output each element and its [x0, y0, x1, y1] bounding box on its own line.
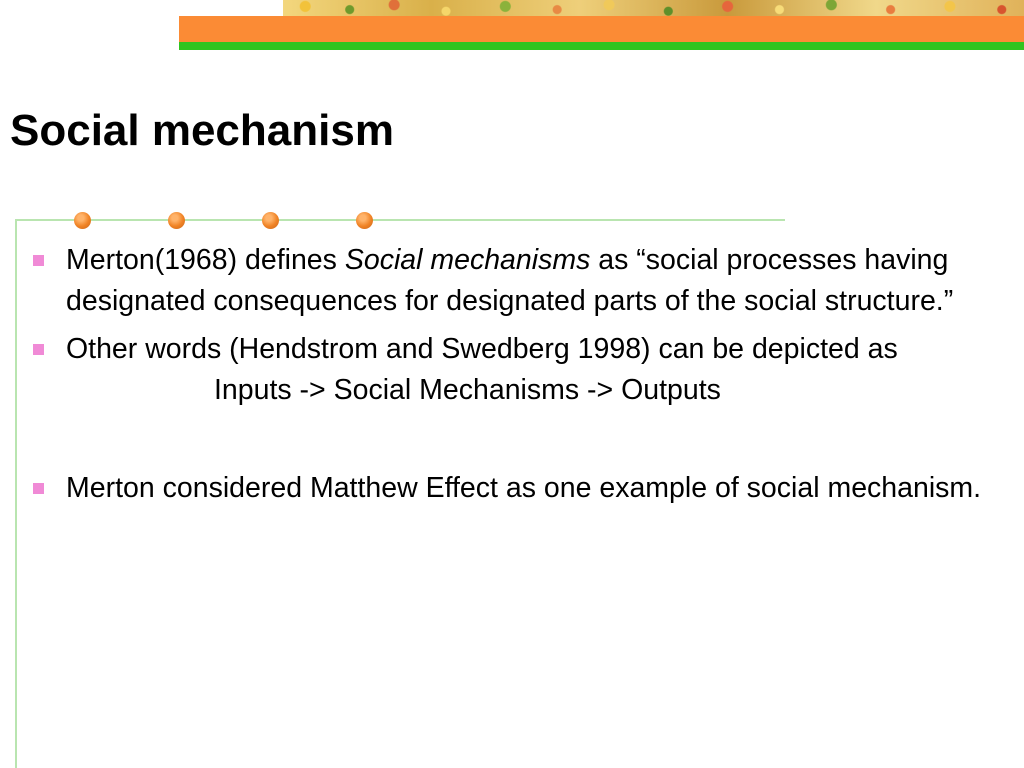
horizontal-rule	[15, 219, 785, 221]
header-orange-bar	[179, 16, 1024, 42]
bullet-1-text-start: Merton(1968) defines	[66, 244, 345, 276]
bullet-square-icon	[33, 483, 44, 494]
header-green-line	[179, 42, 1024, 50]
slide-body	[31, 240, 1006, 509]
bullet-item-3	[31, 468, 1006, 509]
bullet-square-icon	[33, 255, 44, 266]
decorative-dot-3	[262, 212, 279, 229]
vertical-rule	[15, 219, 17, 768]
decorative-dot-2	[168, 212, 185, 229]
bullet-3-text: Merton considered Matthew Effect as one example of social mechanism.	[66, 472, 982, 504]
process-formula: Inputs -> Social Mechanisms -> Outputs	[214, 374, 721, 406]
bullet-1-text-end: as “social processes having designated consequences for designated parts of the social structure.”	[66, 244, 954, 317]
bullet-1-emphasis: Social mechanisms	[344, 244, 591, 276]
bullet-2-text: Other words (Hendstrom and Swedberg 1998) can be depicted as	[66, 333, 898, 365]
bullet-item-2	[31, 329, 1006, 370]
floral-pattern-image	[283, 0, 1024, 16]
bullet-item-1	[31, 240, 1006, 322]
decorative-dot-1	[74, 212, 91, 229]
decorative-dot-4	[356, 212, 373, 229]
bullet-square-icon	[33, 344, 44, 355]
slide-title: Social mechanism	[10, 106, 394, 155]
